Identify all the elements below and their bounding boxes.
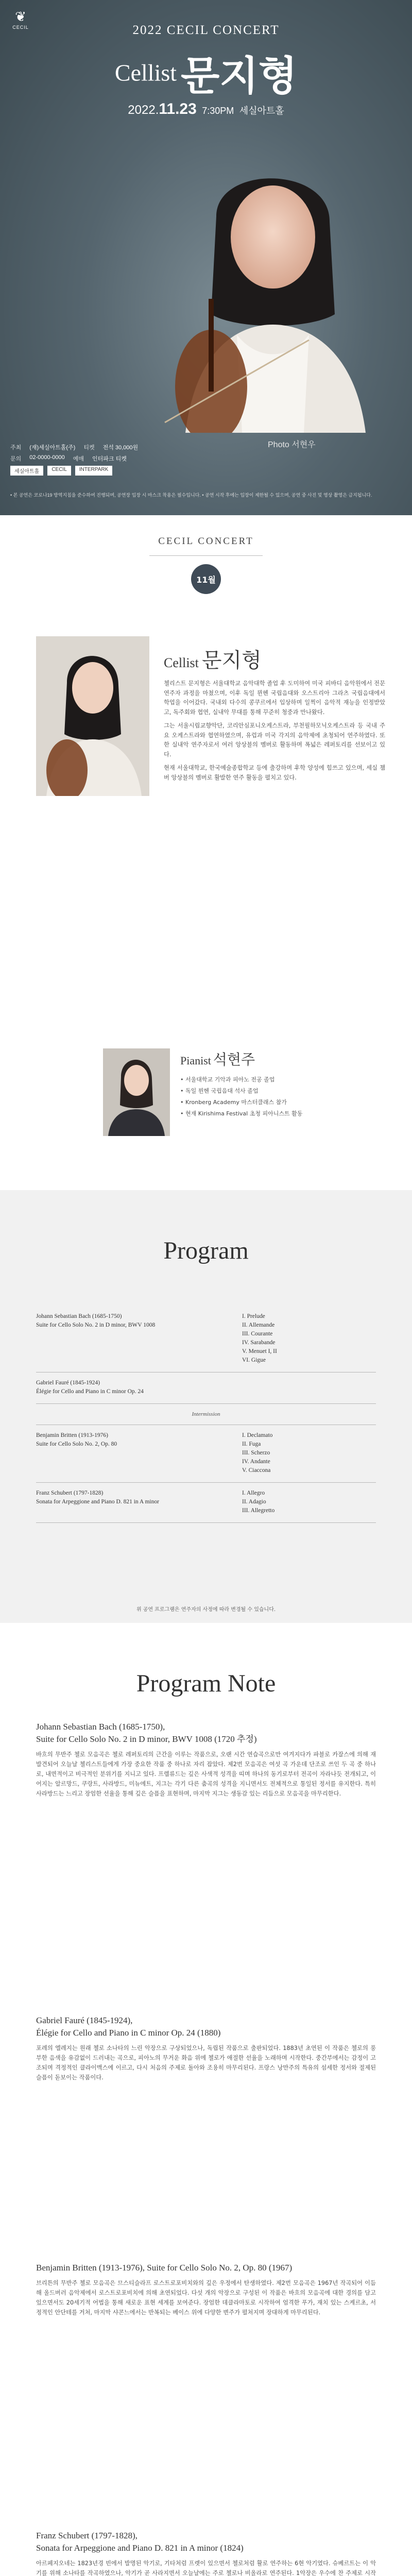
note-block: [36, 1721, 376, 1799]
section-series-title: CECIL CONCERT: [158, 536, 254, 547]
info-row: [10, 454, 278, 463]
sponsor-logo: INTERPARK: [75, 466, 113, 476]
info-value: 전석 30,000원: [102, 445, 139, 451]
note-body: 아르페지오네는 1823년경 빈에서 발명된 악기로, 기타처럼 프렛이 있으면서 첼로처럼 활로 연주하는 6현 악기였다. 슈베르트는 이 악기를 위해 소나타를 작곡하였으나, 악기가 곧 사라지면서 오늘날에는 주로 첼로나 비올라로 연주된다. 1악장은 우수에 찬 주제로 시작: [36, 2560, 376, 2576]
concert-series-title: 2022 CECIL CONCERT: [132, 23, 280, 37]
divider: [149, 555, 263, 556]
bio-paragraph: 첼리스트 문지형은 서울대학교 음악대학 졸업 후 도미하여 미국 피바디 음악원에서 전문연주자 과정을 마쳤으며, 이후 독일 뮌헨 국립음대와 오스트리아 그라츠 국립음대에서 학업을 이어갔다. 국내외 다수의 콩쿠르에서 입상하며 일찍이 음악적 재능을 인정받았고, 독주회와 협연, 실내악 무대를 통해 꾸준히 청중과 만나왔다.: [164, 680, 385, 716]
info-label: 주최: [10, 445, 22, 451]
note-body: 브리튼의 무반주 첼로 모음곡은 므스티슬라프 로스트로포비치와의 깊은 우정에서 탄생하였다. 제2번 모음곡은 1967년 작곡되어 이듬해 올드버러 음악제에서 로스트로포비치에 의해 초연되었다. 다섯 개의 악장으로 구성된 이 작품은 바흐의 모음곡에 대한 경의를 담고 있으면서도 20세기적 어법을 통해 새로운 표현 세계를 보여준다. 장엄한 데클라마토로 시작하여 엄격한 푸가, 재치 있는 스케르초, 서정적인 안단테를 거쳐, 마지막 샤콘느에서는 반복되는 베이스 위에 다양한 변주가 펼쳐지며 장대하게 마무리된다.: [36, 2280, 376, 2316]
pianist-profile-list: [180, 1074, 386, 1120]
info-label: 예매: [73, 456, 84, 462]
movement: V. Menuet I, II: [242, 1348, 277, 1354]
hero-performer-title: [0, 44, 412, 101]
note-composer: Franz Schubert (1797-1828),: [36, 2531, 138, 2540]
note-work: Élégie for Cello and Piano in C minor Op. 24 (1880): [36, 2028, 221, 2038]
piece-work: Élégie for Cello and Piano in C minor Op. 24: [36, 1388, 144, 1395]
cellist-photo: [36, 636, 149, 796]
list-item: • 현재 Kirishima Festival 초청 피아니스트 활동: [180, 1108, 386, 1120]
hero-notice: • 본 공연은 코로나19 방역지침을 준수하여 진행되며, 공연장 입장 시 마스크 착용은 필수입니다. • 공연 시작 후에는 입장이 제한될 수 있으며, 공연 중 사진 및 영상 촬영은 금지됩니다.: [10, 493, 372, 498]
list-item: • 독일 뮌헨 국립음대 석사 졸업: [180, 1086, 386, 1097]
movement: II. Allemande: [242, 1322, 275, 1328]
info-value: 인터파크 티켓: [92, 456, 127, 462]
date-year: 2022.: [128, 103, 159, 117]
bio-paragraph: 현재 서울대학교, 한국예술종합학교 등에 출강하며 후학 양성에 힘쓰고 있으며, 세실 챔버 앙상블의 멤버로 활발한 연주 활동을 펼치고 있다.: [164, 765, 385, 781]
note-body: 포레의 엘레지는 원래 첼로 소나타의 느린 악장으로 구상되었으나, 독립된 작품으로 출판되었다. 1883년 초연된 이 작품은 첼로의 풍부한 음색을 유감없이 드러내는 곡으로, 피아노의 무거운 화음 위에 첼로가 애절한 선율을 노래하며 시작한다. 중간부에서는 감정이 고조되며 격정적인 클라이맥스에 이르고, 다시 처음의 주제로 돌아와 조용히 마무리된다. 프랑스 낭만주의 특유의 섬세한 정서와 절제된 슬픔이 돋보이는 작품이다.: [36, 2045, 376, 2081]
bio-paragraph: 그는 서울시립교향악단, 코리안심포니오케스트라, 부천필하모닉오케스트라 등 국내 주요 오케스트라와 협연하였으며, 유럽과 미국 각지의 음악제에 초청되어 연주하였다. 또한 실내악 연주자로서 여러 앙상블의 멤버로 활동하며 폭넓은 레퍼토리를 선보이고 있다.: [164, 722, 385, 758]
piece-composer: Gabriel Fauré (1845-1924): [36, 1380, 100, 1386]
info-label: 티켓: [83, 445, 95, 451]
note-block: [36, 2262, 376, 2317]
note-work: Suite for Cello Solo No. 2 in D minor, BWV 1008 (1720 추정): [36, 1734, 257, 1744]
note-body: 바흐의 무반주 첼로 모음곡은 첼로 레퍼토리의 근간을 이루는 작품으로, 오랜 시간 연습곡으로만 여겨지다가 파블로 카잘스에 의해 재발견되어 오늘날 첼리스트들에게 가장 중요한 작품 중 하나로 자리 잡았다. 제2번 모음곡은 여섯 곡 가운데 단조로 쓰인 두 곡 중 하나로, 내면적이고 비극적인 분위기를 지니고 있다. 프렐류드는 깊은 사색적 성격을 띠며 하나의 동기로부터 전곡이 자라나듯 전개되고, 이어지는 알르망드, 쿠랑트, 사라방드, 미뉴에트, 지그는 각기 다른 춤곡의 성격을 지니면서도 전체적으로 통일된 정서를 유지한다. 특히 사라방드는 느리고 장엄한 선율을 통해 깊은 슬픔을 표현하며, 마지막 지그는 생동감 있는 리듬으로 모음곡을 마무리한다.: [36, 1751, 376, 1797]
piece-composer: Benjamin Britten (1913-1976): [36, 1432, 108, 1438]
piece-work: Sonata for Arpeggione and Piano D. 821 in A minor: [36, 1499, 159, 1505]
program-note-title: Program Note: [136, 1670, 276, 1697]
note-block: [36, 2530, 376, 2576]
info-row: [10, 443, 278, 451]
piece-work: Suite for Cello Solo No. 2, Op. 80: [36, 1441, 117, 1447]
piece-composer: Franz Schubert (1797-1828): [36, 1490, 104, 1496]
cellist-portrait-image: [154, 144, 391, 433]
list-item: • 서울대학교 기악과 피아노 전공 졸업: [180, 1074, 386, 1086]
performer-name: 문지형: [181, 53, 298, 99]
cellist-role: Cellist: [164, 655, 199, 670]
cellist-name: [164, 644, 262, 673]
photo-credit: Photo 서현우: [268, 440, 316, 449]
info-label: 문의: [10, 456, 22, 462]
program-piece: [36, 1372, 376, 1404]
ticket-info: [10, 443, 278, 476]
pianist-korean-name: 석현주: [213, 1051, 255, 1068]
sponsor-logo: CECIL: [47, 466, 71, 476]
movement: III. Courante: [242, 1331, 273, 1337]
program-note-section: [0, 1623, 412, 2576]
cellist-biography: [164, 679, 385, 783]
intermission: Intermission: [36, 1404, 376, 1425]
note-work: Sonata for Arpeggione and Piano D. 821 in A minor (1824): [36, 2543, 244, 2553]
program-list: [36, 1306, 376, 1523]
program-piece: [36, 1425, 376, 1483]
movement: IV. Sarabande: [242, 1340, 276, 1346]
movement: VI. Gigue: [242, 1357, 266, 1363]
artist-section-header: [0, 515, 412, 594]
movement: I. Prelude: [242, 1313, 265, 1319]
program-piece: [36, 1483, 376, 1523]
piece-movements: [242, 1489, 274, 1515]
piece-composer: Johann Sebastian Bach (1685-1750): [36, 1313, 122, 1319]
movement: I. Declamato: [242, 1432, 273, 1438]
info-value: (재)세실아트홀(주): [29, 445, 76, 451]
cecil-logo-text: CECIL: [12, 25, 29, 30]
program-change-note: 위 공연 프로그램은 연주자의 사정에 따라 변경될 수 있습니다.: [136, 1607, 276, 1613]
movement: II. Fuga: [242, 1441, 261, 1447]
sponsor-logo: 세실아트홀: [10, 466, 43, 476]
date-day: 11.23: [159, 100, 197, 117]
concert-time: 7:30PM: [202, 106, 234, 116]
list-item: • Kronberg Academy 마스터클래스 참가: [180, 1097, 386, 1108]
program-title: Program: [163, 1237, 249, 1264]
pianist-photo: [103, 1048, 170, 1136]
movement: I. Allegro: [242, 1490, 265, 1496]
movement: II. Adagio: [242, 1499, 266, 1505]
pianist-name: [180, 1048, 255, 1069]
note-block: [36, 2014, 376, 2082]
program-section: [0, 1190, 412, 1623]
note-composer: Benjamin Britten (1913-1976), Suite for Cello Solo No. 2, Op. 80 (1967): [36, 2263, 293, 2273]
piece-movements: [242, 1312, 277, 1365]
movement: III. Scherzo: [242, 1450, 270, 1456]
note-composer: Johann Sebastian Bach (1685-1750),: [36, 1722, 165, 1732]
cecil-logo-icon: ❦: [15, 9, 26, 25]
hero-header: [0, 0, 412, 134]
performer-role: Cellist: [114, 59, 177, 86]
concert-date-time: [0, 100, 412, 118]
movement: IV. Andante: [242, 1459, 270, 1465]
movement: V. Ciaccona: [242, 1467, 271, 1473]
sponsor-logos: [10, 466, 278, 476]
artist-section: [0, 515, 412, 1190]
month-badge: 11월: [191, 564, 221, 594]
movement: III. Allegretto: [242, 1507, 275, 1514]
concert-venue: 세실아트홀: [239, 106, 284, 116]
piece-work: Suite for Cello Solo No. 2 in D minor, BWV 1008: [36, 1322, 156, 1328]
cellist-korean-name: 문지형: [201, 649, 262, 672]
piece-movements: [242, 1431, 272, 1475]
pianist-role: Pianist: [180, 1054, 211, 1067]
info-value: 02-0000-0000: [29, 454, 65, 461]
hero-poster: [0, 0, 412, 515]
note-composer: Gabriel Fauré (1845-1924),: [36, 2015, 133, 2025]
program-piece: [36, 1306, 376, 1372]
